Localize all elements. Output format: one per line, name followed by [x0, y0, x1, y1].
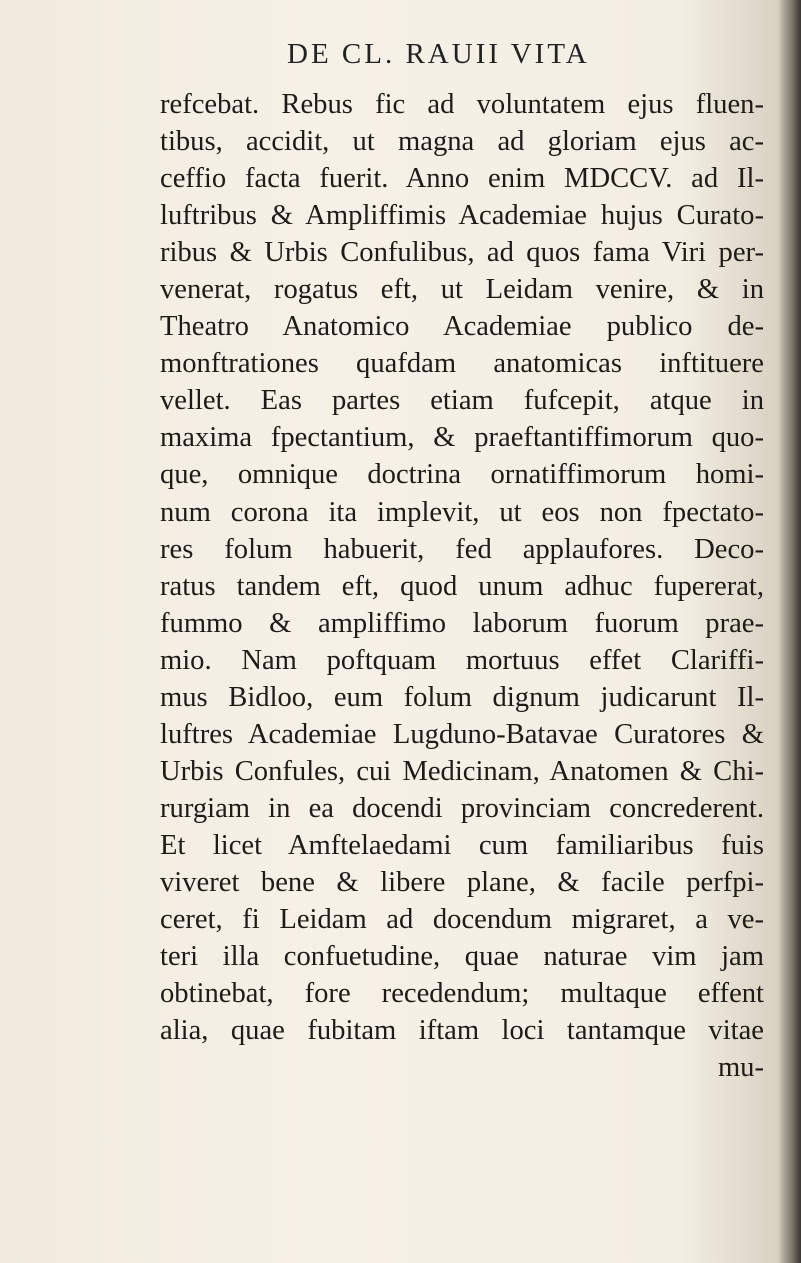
text-line: luftres Academiae Lugduno-Batavae Curatores &: [160, 718, 764, 750]
text-line: teri illa confuetudine, quae naturae vim jam: [160, 941, 764, 973]
text-line: Et licet Amftelaedami cum familiaribus fuis: [160, 829, 764, 861]
text-line: venerat, rogatus eft, ut Leidam venire, & in: [160, 274, 764, 306]
text-line: ribus & Urbis Confulibus, ad quos fama Viri per-: [160, 237, 764, 269]
text-line: maxima fpectantium, & praeftantiffimorum quo-: [160, 422, 764, 454]
text-line: refcebat. Rebus fic ad voluntatem ejus fluen-: [160, 89, 764, 120]
text-line: vellet. Eas partes etiam fufcepit, atque in: [160, 385, 764, 417]
text-line: mio. Nam poftquam mortuus effet Clariffi-: [160, 644, 764, 676]
text-line: obtinebat, fore recedendum; multaque effent: [160, 978, 764, 1010]
text-line: Theatro Anatomico Academiae publico de-: [160, 311, 764, 343]
text-line: res folum habuerit, fed applaufores. Deco-: [160, 533, 764, 565]
text-line: viveret bene & libere plane, & facile perfpi-: [160, 866, 764, 898]
text-line: luftribus & Ampliffimis Academiae hujus Curato-: [160, 200, 764, 232]
running-header: DE CL. RAUII VITA: [287, 38, 590, 70]
text-line: que, omnique doctrina ornatiffimorum homi-: [160, 459, 764, 491]
text-line: num corona ita implevit, ut eos non fpectato-: [160, 496, 764, 528]
text-line: monftrationes quafdam anatomicas inftituere: [160, 348, 764, 380]
text-line: mus Bidloo, eum folum dignum judicarunt Il-: [160, 681, 764, 713]
text-line: alia, quae fubitam iftam loci tantamque vitae: [160, 1015, 764, 1047]
catchword: mu-: [717, 1052, 764, 1084]
text-line: Urbis Confules, cui Medicinam, Anatomen & Chi-: [160, 755, 764, 787]
text-line: ratus tandem eft, quod unum adhuc fupererat,: [160, 570, 764, 602]
text-line: tibus, accidit, ut magna ad gloriam ejus ac-: [160, 126, 764, 158]
text-line: ceffio facta fuerit. Anno enim MDCCV. ad Il-: [160, 163, 764, 195]
body-text: [160, 86, 764, 1086]
text-line: fummo & ampliffimo laborum fuorum prae-: [160, 607, 764, 639]
text-line: rurgiam in ea docendi provinciam concrederent.: [160, 792, 764, 824]
page-edge-shadow: [779, 0, 801, 1263]
text-line: ceret, fi Leidam ad docendum migraret, a ve-: [160, 904, 764, 936]
